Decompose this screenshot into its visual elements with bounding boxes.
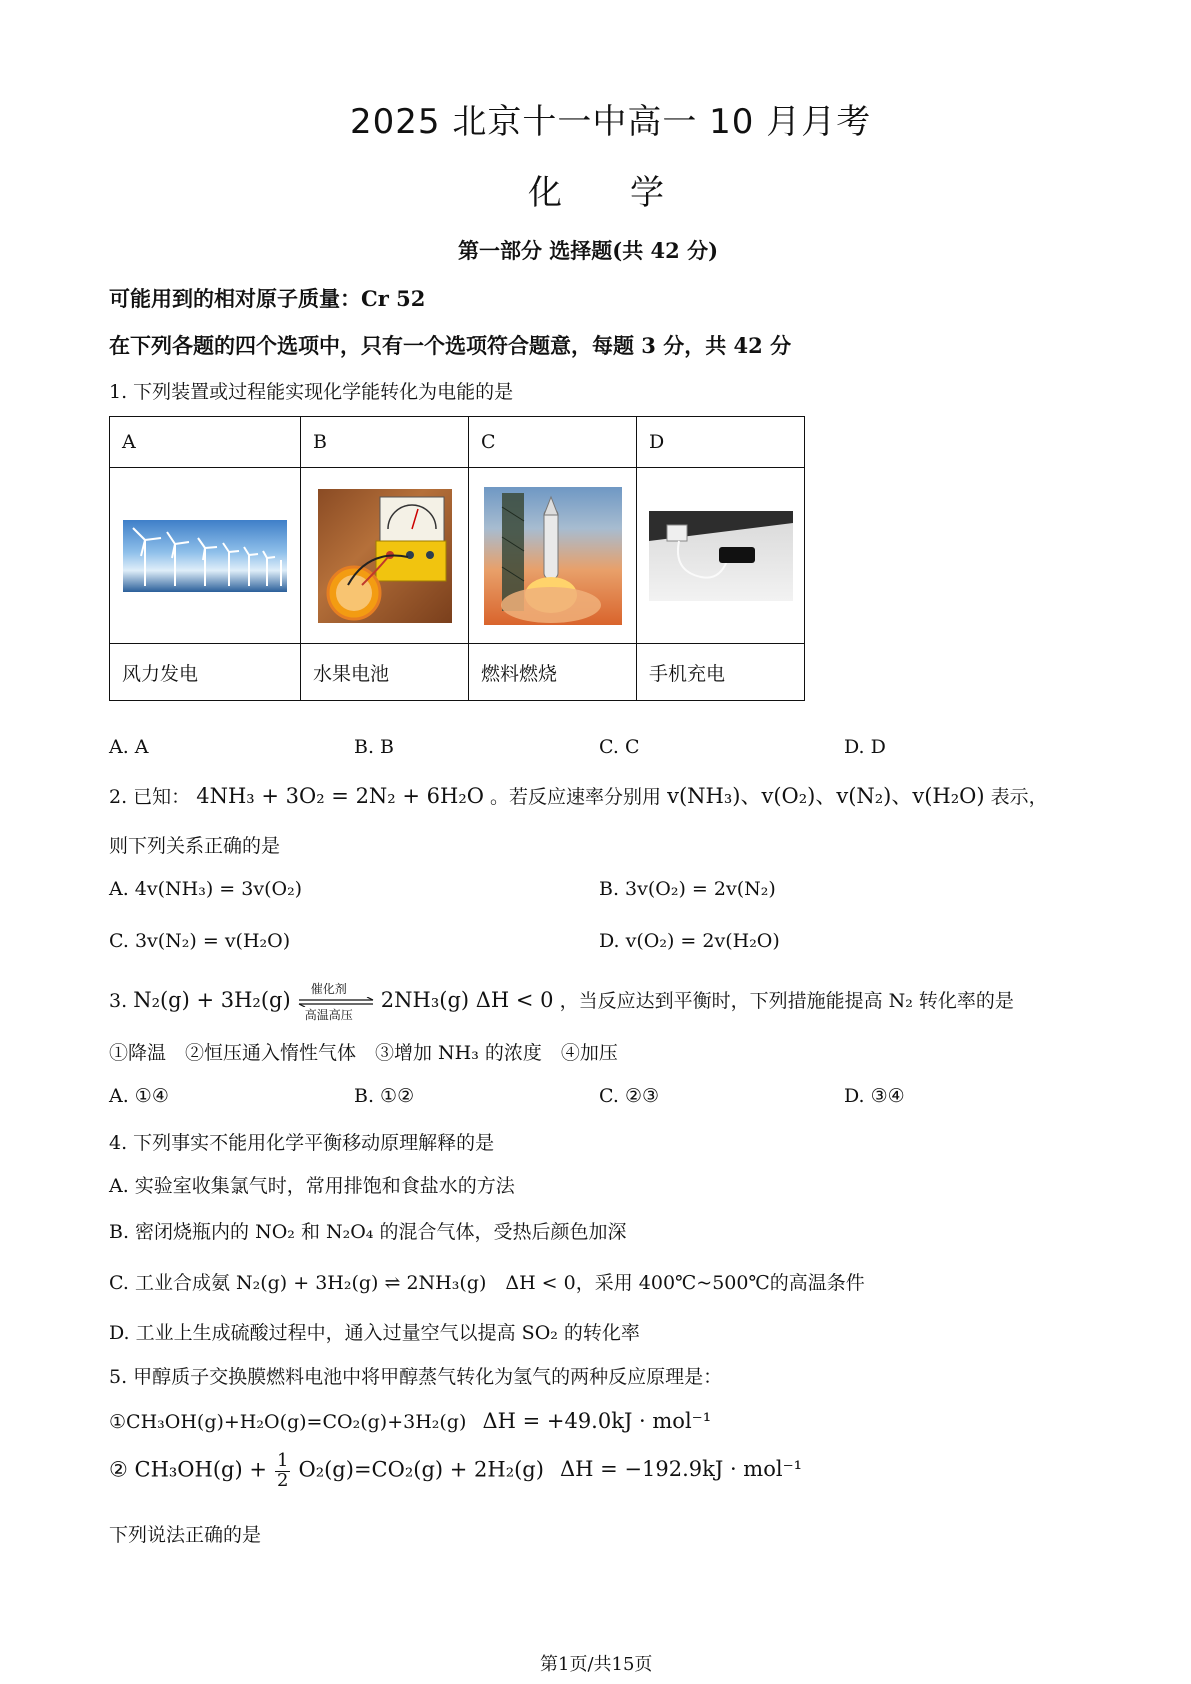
fruit-battery-photo (318, 489, 452, 623)
q2-stem-prefix: 2. 已知： (109, 786, 191, 808)
q2-equation: 4NH₃ + 3O₂ = 2N₂ + 6H₂O (196, 784, 484, 808)
wind-turbines-photo (123, 520, 287, 592)
q1-stem: 1. 下列装置或过程能实现化学能转化为电能的是 (109, 381, 514, 403)
q3-number: 3. (109, 990, 128, 1012)
fraction-denominator: 2 (276, 1469, 289, 1491)
rocket-launch-photo (484, 487, 622, 625)
page-number: 第1页/共15页 (540, 1654, 653, 1675)
q2-rates: v(NH₃)、v(O₂)、v(N₂)、v(H₂O) (667, 784, 985, 808)
caption-a: 风力发电 (110, 644, 301, 701)
q1-option-b: B. B (354, 736, 395, 758)
q2-option-b: B. 3v(O₂) = 2v(N₂) (599, 878, 776, 900)
catalyst-label: 催化剂 (310, 982, 347, 996)
reaction-2-left: ② CH₃OH(g) + (109, 1457, 267, 1482)
q4-option-d: D. 工业上生成硫酸过程中，通入过量空气以提高 SO₂ 的转化率 (109, 1322, 640, 1344)
q3-option-d: D. ③④ (844, 1085, 905, 1107)
q5-stem: 5. 甲醇质子交换膜燃料电池中将甲醇蒸气转化为氢气的两种反应原理是： (109, 1366, 723, 1388)
table-header-a: A (110, 417, 301, 468)
part1-heading: 第一部分 选择题(共 42 分) (458, 238, 719, 263)
reaction-2-right: O₂(g)=CO₂(g) + 2H₂(g) (298, 1457, 544, 1482)
q4-option-c: C. 工业合成氨 N₂(g) + 3H₂(g) ⇌ 2NH₃(g) ΔH < 0，采用 400℃~500℃的高温条件 (109, 1272, 865, 1294)
caption-d: 手机充电 (637, 644, 805, 701)
table-header-b: B (301, 417, 469, 468)
reaction-1-equation: ①CH₃OH(g)+H₂O(g)=CO₂(g)+3H₂(g) (109, 1411, 467, 1433)
q5-followup: 下列说法正确的是 (109, 1524, 262, 1546)
q1-options-table (109, 416, 805, 701)
phone-charging-photo (649, 511, 793, 601)
q1-option-a: A. A (109, 736, 149, 758)
q3-measures: ①降温 ②恒压通入惰性气体 ③增加 NH₃ 的浓度 ④加压 (109, 1042, 618, 1064)
q4-option-a: A. 实验室收集氯气时，常用排饱和食盐水的方法 (109, 1175, 515, 1197)
q1-option-d: D. D (844, 736, 886, 758)
q3-reactants: N₂(g) + 3H₂(g) (133, 988, 291, 1012)
section-instruction: 在下列各题的四个选项中，只有一个选项符合题意，每题 3 分，共 42 分 (109, 333, 792, 358)
q2-option-a: A. 4v(NH₃) = 3v(O₂) (109, 878, 303, 900)
q3-option-a: A. ①④ (109, 1085, 169, 1107)
q3-stem-suffix: ，当反应达到平衡时，下列措施能提高 N₂ 转化率的是 (559, 990, 1014, 1012)
q1-option-c: C. C (599, 736, 640, 758)
q2-stem-line2: 则下列关系正确的是 (109, 835, 281, 857)
q2-option-d: D. v(O₂) = 2v(H₂O) (599, 930, 780, 952)
q2-option-c: C. 3v(N₂) = v(H₂O) (109, 930, 291, 952)
q2-stem-mid: 。若反应速率分别用 (490, 786, 662, 808)
image-cell-c (469, 468, 637, 644)
q3-stem (109, 982, 1014, 1022)
table-header-d: D (637, 417, 805, 468)
reaction-1-enthalpy: ΔH = +49.0kJ · mol⁻¹ (482, 1409, 712, 1433)
image-cell-b (301, 468, 469, 644)
q5-reaction-1 (109, 1409, 711, 1433)
caption-c: 燃料燃烧 (469, 644, 637, 701)
wind-turbines-icon (123, 520, 287, 592)
page-title: 2025 北京十一中高一 10 月月考 (350, 102, 872, 142)
q4-option-b: B. 密闭烧瓶内的 NO₂ 和 N₂O₄ 的混合气体，受热后颜色加深 (109, 1221, 627, 1243)
q2-stem (109, 780, 1048, 810)
q4-stem: 4. 下列事实不能用化学平衡移动原理解释的是 (109, 1132, 495, 1154)
atomic-mass-note: 可能用到的相对原子质量：Cr 52 (109, 286, 426, 311)
q5-reaction-2 (109, 1452, 802, 1491)
reaction-2-enthalpy: ΔH = −192.9kJ · mol⁻¹ (560, 1457, 803, 1482)
table-header-c: C (469, 417, 637, 468)
q3-products: 2NH₃(g) ΔH < 0 (380, 988, 554, 1012)
q3-option-b: B. ①② (354, 1085, 415, 1107)
reversible-arrow-icon (297, 982, 375, 1022)
one-half-fraction (275, 1452, 290, 1491)
image-cell-d (637, 468, 805, 644)
image-cell-a (110, 468, 301, 644)
subject-title: 化 学 (528, 173, 664, 213)
q3-option-c: C. ②③ (599, 1085, 660, 1107)
fraction-numerator: 1 (276, 1450, 289, 1471)
condition-label: 高温高压 (304, 1008, 353, 1022)
caption-b: 水果电池 (301, 644, 469, 701)
q2-stem-suffix: 表示， (990, 786, 1048, 808)
